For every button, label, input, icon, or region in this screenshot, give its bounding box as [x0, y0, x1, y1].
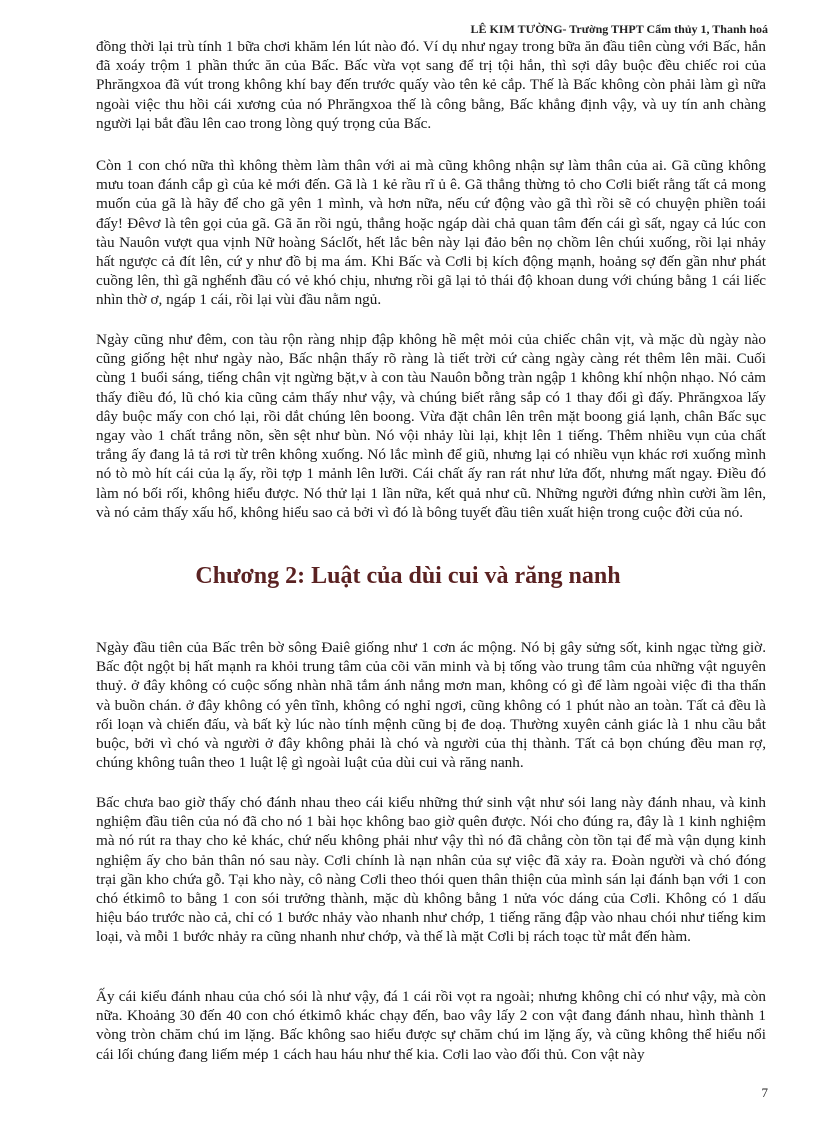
paragraph-text: Bấc chưa bao giờ thấy chó đánh nhau theo cái kiểu những thứ sinh vật như sói lang này đánh nhau, và kinh nghiệm đầu tiên của nó đã cho nó 1 bài học không bao giờ quên được. Nói cho đúng ra, đây là 1 kinh nghiệm mà nó rút ra thay cho kẻ khác, chứ nếu không phải như vậy thì nó đã chẳng còn tồn tại để mà vận dụng kinh nghiệm ấy cho bản thân nó sau này. Cơli chính là nạn nhân của sự việc đã xảy ra. Đoàn người và chó đóng trại gần kho chứa gỗ. Tại kho này, cô nàng Cơli theo thói quen thân thiện của mình sán lại đánh bạn với 1 con chó étkimô to bằng 1 con sói trưởng thành, mặc dù không bằng 1 nửa vóc dáng của Cơli. Không có 1 dấu hiệu báo trước nào cả, chỉ có 1 bước nhảy vào nhanh như chớp, 1 tiếng răng đập vào nhau chói như tiếng kim loại, và mỗi 1 bước nhảy ra cũng nhanh như chớp, và thế là mặt Cơli bị rách toạc từ mắt đến hàm. — [96, 794, 766, 946]
paragraph — [96, 330, 766, 522]
chapter-title: Chương 2: Luật của dùi cui và răng nanh — [195, 563, 621, 589]
paragraph — [96, 793, 766, 947]
paragraph — [96, 37, 766, 133]
paragraph-text: Ngày cũng như đêm, con tàu rộn ràng nhịp đập không hề mệt mỏi của chiếc chân vịt, và mặc dù ngày nào cũng giống hệt như ngày nào, Bấc nhận thấy rõ ràng là tiết trời cứ càng ngày càng rét thêm lên mãi. Cuối cùng 1 buổi sáng, tiếng chân vịt ngừng bặt,v à con tàu Nauôn bỗng tràn ngập 1 không khí nhộn nhạo. Nó cảm thấy điều đó, lũ chó kia cũng cảm thấy như vậy, và chúng biết rằng sắp có 1 thay đổi gì đấy. Phrăngxoa lấy dây buộc mấy con chó lại, rồi dắt chúng lên boong. Vừa đặt chân lên trên mặt boong giá lạnh, chân Bấc sục ngay vào 1 chất trắng nõn, sền sệt như bùn. Nó vội nhảy lùi lại, khịt lên 1 tiếng. Thêm nhiều vụn của chất trắng ấy đang lả tả rơi từ trên không xuống. Nó lắc mình để giũ, nhưng lại có nhiều vụn khác rơi xuống mình nó tò mò hít cái của lạ ấy, rồi tợp 1 mảnh lên lưỡi. Cái chất ấy ran rát như lửa đốt, nhưng mất ngay. Điều đó làm nó bối rối, không hiểu được. Nó thử lại 1 lần nữa, kết quả như cũ. Những người đứng nhìn cười ầm lên, và nó cảm thấy xấu hổ, không hiểu sao cả bởi vì đó là bông tuyết đầu tiên xuất hiện trong cuộc đời của nó. — [96, 331, 766, 521]
paragraph-text: Ngày đầu tiên của Bấc trên bờ sông Đaiê giống như 1 cơn ác mộng. Nó bị gây sửng sốt, kinh ngạc từng giờ. Bấc đột ngột bị hất mạnh ra khỏi trung tâm của cõi văn minh và bị tống vào trung tâm của những vật nguyên thuỷ. ở đây không có cuộc sống nhàn nhã tắm ánh nắng mơn man, không có gì để làm ngoài việc đi tha thẩn và buồn chán. ở đây không có yên tĩnh, không có nghỉ ngơi, cũng không có 1 phút nào an toàn. Tất cả đều là rối loạn và chiến đấu, và bất kỳ lúc nào tính mệnh cũng bị đe doạ. Thường xuyên cảnh giác là 1 nhu cầu bắt buộc, bởi vì chó và người ở đây không phải là chó và người của thị thành. Tất cả bọn chúng đều man rợ, chúng không tuân theo 1 luật lệ gì ngoài luật của dùi cui và răng nanh. — [96, 639, 766, 772]
running-header: LÊ KIM TƯỜNG- Trường THPT Cẩm thủy 1, Thanh hoá — [470, 22, 768, 36]
paragraph-text: đồng thời lại trù tính 1 bữa chơi khăm lén lút nào đó. Ví dụ như ngay trong bữa ăn đầu tiên cùng với Bấc, hắn đã xoáy trộm 1 phần thức ăn của Bấc. Bấc vừa vọt sang để trị tội hắn, thì sợi dây buộc đều chiếc roi của Phrăngxoa đã vút trong không khí bay đến trước quấy vào tên kẻ cắp. Thế là Bấc không còn phải làm gì nữa ngoài việc thu hồi cái xương của nó Phrăngxoa thế là công bằng, Bấc khẳng định vậy, và uy tín anh chàng người lại bắt đầu lên cao trong lòng quý trọng của Bấc. — [96, 38, 766, 132]
paragraph — [96, 638, 766, 772]
paragraph-text: Ấy cái kiểu đánh nhau của chó sói là như vậy, đá 1 cái rồi vọt ra ngoài; nhưng không chỉ có như vậy, mà còn nữa. Khoảng 30 đến 40 con chó étkimô khác chạy đến, bao vây lấy 2 con vật đang đánh nhau, hình thành 1 vòng tròn chăm chú im lặng. Bấc không sao hiểu được sự chăm chú im lặng ấy, và cũng không thể hiểu nổi cái lối chúng đang liếm mép 1 cách hau háu như thế kia. Cơli lao vào đối thủ. Con vật này — [96, 988, 766, 1063]
page-number: 7 — [761, 1085, 768, 1100]
paragraph-text: Còn 1 con chó nữa thì không thèm làm thân với ai mà cũng không nhận sự làm thân của ai. Gã cũng không mưu toan đánh cắp gì của kẻ mới đến. Gã là 1 kẻ rầu rĩ ủ ê. Gã thẳng thừng tỏ cho Cơli biết rằng tất cả mong muốn của gã là hãy để cho gã yên 1 mình, và hơn nữa, nếu cứ động vào gã thì rồi sẽ có chuyện phiền toái đấy! Đêvơ là tên gọi của gã. Gã ăn rồi ngủ, thẳng hoặc ngáp dài chả quan tâm đến cái gì sất, ngay cả lúc con tàu Nauôn vượt qua vịnh Nữ hoàng Sáclốt, hết lắc bên này lại đảo bên nọ chồm lên chúi xuống, rồi lại nhảy hất ngược cả đít lên, cứ y như đồ bị ma ám. Khi Bấc và Cơli bị kích động mạnh, hoảng sợ đến gần như phát cuồng lên, thì gã nghểnh đầu có vẻ khó chịu, nhưng rồi gã lại tỏ thái độ khoan dung với chúng bằng 1 cái liếc nhìn thờ ơ, ngáp 1 cái, rồi lại vùi đầu nằm ngủ. — [96, 157, 766, 309]
paragraph — [96, 156, 766, 310]
paragraph — [96, 987, 766, 1064]
